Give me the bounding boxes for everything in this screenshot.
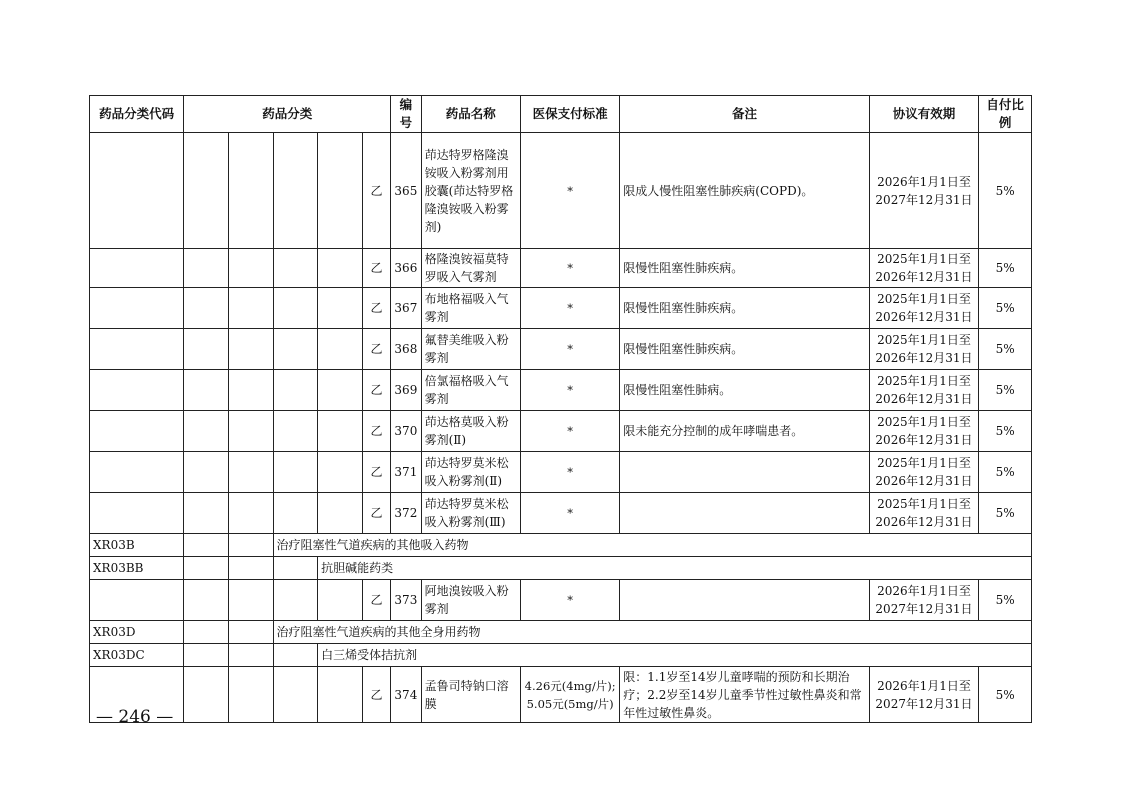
header-valid: 协议有效期	[869, 96, 979, 133]
drug-name: 茚达格莫吸入粉雾剂(Ⅱ)	[421, 411, 520, 452]
category-code: XR03DC	[90, 644, 184, 667]
valid-period: 2025年1月1日至 2026年12月31日	[869, 288, 979, 329]
category-code: XR03BB	[90, 557, 184, 580]
valid-period: 2025年1月1日至 2026年12月31日	[869, 493, 979, 534]
category-name: 白三烯受体拮抗剂	[318, 644, 1032, 667]
table-row	[90, 249, 1032, 288]
pay-standard: *	[520, 288, 619, 329]
drug-class: 乙	[362, 580, 390, 621]
header-standard: 医保支付标准	[520, 96, 619, 133]
valid-period: 2025年1月1日至 2026年12月31日	[869, 452, 979, 493]
table-row	[90, 452, 1032, 493]
table-row	[90, 580, 1032, 621]
self-pay-ratio: 5%	[979, 580, 1032, 621]
valid-period: 2025年1月1日至 2026年12月31日	[869, 329, 979, 370]
header-code: 药品分类代码	[90, 96, 184, 133]
pay-standard: *	[520, 411, 619, 452]
drug-name: 茚达特罗格隆溴铵吸入粉雾剂用胶囊(茚达特罗格隆溴铵吸入粉雾剂)	[421, 133, 520, 249]
valid-period: 2026年1月1日至 2027年12月31日	[869, 580, 979, 621]
drug-class: 乙	[362, 133, 390, 249]
remark: 限慢性阻塞性肺疾病。	[620, 288, 869, 329]
self-pay-ratio: 5%	[979, 667, 1032, 723]
remark: 限慢性阻塞性肺疾病。	[620, 329, 869, 370]
pay-standard: *	[520, 133, 619, 249]
category-name: 治疗阻塞性气道疾病的其他吸入药物	[273, 534, 1032, 557]
remark	[620, 452, 869, 493]
drug-class: 乙	[362, 452, 390, 493]
pay-standard: *	[520, 329, 619, 370]
remark: 限：1.1岁至14岁儿童哮喘的预防和长期治疗；2.2岁至14岁儿童季节性过敏性鼻炎和常年性过敏性鼻炎。	[620, 667, 869, 723]
remark: 限成人慢性阻塞性肺疾病(COPD)。	[620, 133, 869, 249]
drug-class: 乙	[362, 667, 390, 723]
drug-number: 366	[391, 249, 421, 288]
valid-period: 2026年1月1日至 2027年12月31日	[869, 133, 979, 249]
drug-number: 370	[391, 411, 421, 452]
remark: 限未能充分控制的成年哮喘患者。	[620, 411, 869, 452]
category-name: 治疗阻塞性气道疾病的其他全身用药物	[273, 621, 1032, 644]
drug-class: 乙	[362, 249, 390, 288]
drug-name: 孟鲁司特钠口溶膜	[421, 667, 520, 723]
drug-name: 茚达特罗莫米松吸入粉雾剂(Ⅲ)	[421, 493, 520, 534]
drug-class: 乙	[362, 493, 390, 534]
drug-number: 365	[391, 133, 421, 249]
header-name: 药品名称	[421, 96, 520, 133]
category-row	[90, 644, 1032, 667]
self-pay-ratio: 5%	[979, 452, 1032, 493]
drug-name: 茚达特罗莫米松吸入粉雾剂(Ⅱ)	[421, 452, 520, 493]
self-pay-ratio: 5%	[979, 249, 1032, 288]
valid-period: 2026年1月1日至 2027年12月31日	[869, 667, 979, 723]
table-row	[90, 370, 1032, 411]
category-code: XR03B	[90, 534, 184, 557]
table-row	[90, 493, 1032, 534]
table-row	[90, 411, 1032, 452]
remark: 限慢性阻塞性肺疾病。	[620, 249, 869, 288]
table-row	[90, 288, 1032, 329]
drug-number: 374	[391, 667, 421, 723]
drug-number: 371	[391, 452, 421, 493]
category-row	[90, 557, 1032, 580]
drug-class: 乙	[362, 411, 390, 452]
drug-number: 368	[391, 329, 421, 370]
remark	[620, 580, 869, 621]
pay-standard: *	[520, 249, 619, 288]
header-category: 药品分类	[184, 96, 391, 133]
table-row	[90, 133, 1032, 249]
category-name: 抗胆碱能药类	[318, 557, 1032, 580]
pay-standard: *	[520, 370, 619, 411]
drug-number: 369	[391, 370, 421, 411]
category-code: XR03D	[90, 621, 184, 644]
table-row	[90, 329, 1032, 370]
self-pay-ratio: 5%	[979, 493, 1032, 534]
pay-standard: *	[520, 452, 619, 493]
drug-name: 布地格福吸入气雾剂	[421, 288, 520, 329]
self-pay-ratio: 5%	[979, 329, 1032, 370]
table-header-row	[90, 96, 1032, 133]
drug-class: 乙	[362, 288, 390, 329]
pay-standard: *	[520, 493, 619, 534]
remark: 限慢性阻塞性肺病。	[620, 370, 869, 411]
header-number: 编号	[391, 96, 421, 133]
drug-name: 倍氯福格吸入气雾剂	[421, 370, 520, 411]
drug-number: 373	[391, 580, 421, 621]
self-pay-ratio: 5%	[979, 370, 1032, 411]
self-pay-ratio: 5%	[979, 411, 1032, 452]
drug-name: 阿地溴铵吸入粉雾剂	[421, 580, 520, 621]
drug-name: 氟替美维吸入粉雾剂	[421, 329, 520, 370]
drug-catalog-table	[89, 95, 1032, 723]
valid-period: 2025年1月1日至 2026年12月31日	[869, 411, 979, 452]
category-row	[90, 621, 1032, 644]
valid-period: 2025年1月1日至 2026年12月31日	[869, 249, 979, 288]
drug-name: 格隆溴铵福莫特罗吸入气雾剂	[421, 249, 520, 288]
pay-standard: *	[520, 580, 619, 621]
valid-period: 2025年1月1日至 2026年12月31日	[869, 370, 979, 411]
self-pay-ratio: 5%	[979, 133, 1032, 249]
pay-standard: 4.26元(4mg/片); 5.05元(5mg/片)	[520, 667, 619, 723]
category-row	[90, 534, 1032, 557]
drug-number: 367	[391, 288, 421, 329]
drug-class: 乙	[362, 370, 390, 411]
drug-class: 乙	[362, 329, 390, 370]
remark	[620, 493, 869, 534]
drug-number: 372	[391, 493, 421, 534]
header-remark: 备注	[620, 96, 869, 133]
self-pay-ratio: 5%	[979, 288, 1032, 329]
page-number: — 246 —	[96, 707, 174, 727]
table-row	[90, 667, 1032, 723]
header-ratio: 自付比例	[979, 96, 1032, 133]
